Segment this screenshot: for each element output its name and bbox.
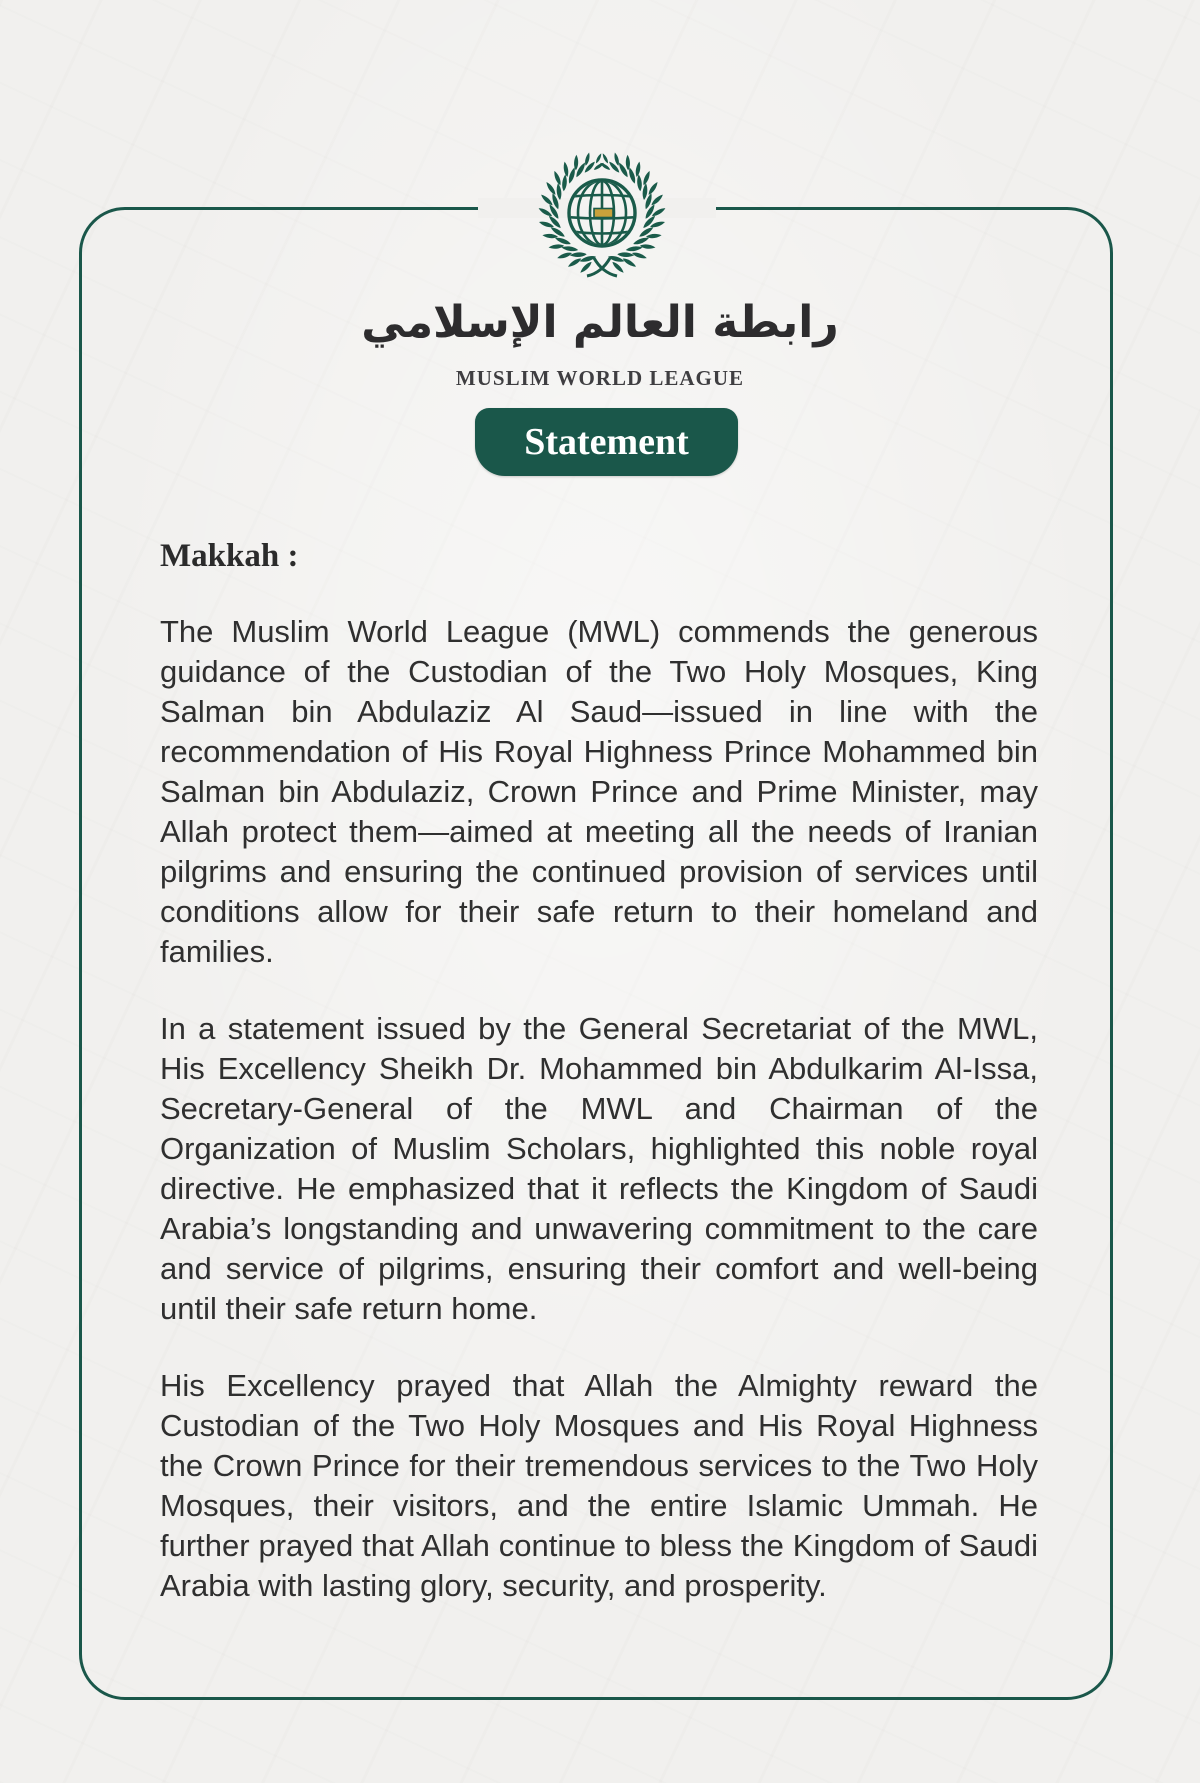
statement-body — [160, 538, 1038, 1606]
location-heading: Makkah : — [160, 538, 299, 574]
gold-band — [594, 209, 613, 218]
logo-wordmark: MUSLIM WORLD LEAGUE — [455, 366, 745, 390]
statement-paragraph-3: His Excellency prayed that Allah the Almighty reward the Custodian of the Two Holy Mosques and His Royal Highness the Crown Prince for their tremendous services to the Two Holy Mosques, their visitors, and the entire Islamic Ummah. He further prayed that Allah continue to bless the Kingdom of Saudi Arabia with lasting glory, security, and prosperity. — [160, 1368, 1038, 1603]
logo-arabic-calligraphy: رابطة العالم الإسلامي — [361, 297, 839, 348]
statement-banner — [475, 408, 738, 476]
globe-laurel-wreath-icon — [533, 150, 671, 282]
statement-banner-label: Statement — [524, 421, 689, 463]
statement-paragraph-1: The Muslim World League (MWL) commends the generous guidance of the Custodian of the Two Holy Mosques, King Salman bin Abdulaziz Al Saud—issued in line with the recommendation of His Royal Highness Prince Mohammed bin Salman bin Abdulaziz, Crown Prince and Prime Minister, may Allah protect them—aimed at meeting all the needs of Iranian pilgrims and ensuring the continued provision of services until conditions allow for their safe return to their homeland and families. — [160, 614, 1038, 969]
statement-paragraph-2: In a statement issued by the General Secretariat of the MWL, His Excellency Sheikh Dr. Mohammed bin Abdulkarim Al-Issa, Secretary-General of the MWL and Chairman of the Organization of Muslim Scholars, highlighted this noble royal directive. He emphasized that it reflects the Kingdom of Saudi Arabia’s longstanding and unwavering commitment to the care and service of pilgrims, ensuring their comfort and well-being until their safe return home. — [160, 1011, 1038, 1326]
